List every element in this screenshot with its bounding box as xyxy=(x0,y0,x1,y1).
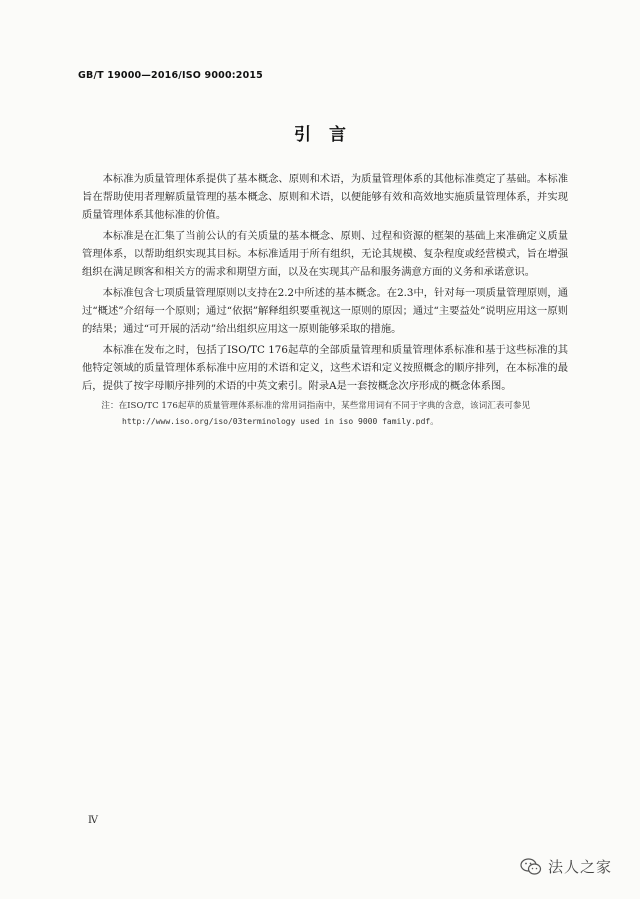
footnote-text: 注：在ISO/TC 176起草的质量管理体系标准的常用词指南中，某些常用词有不同于字典的含意，该词汇表可参见 xyxy=(101,401,531,411)
footnote-url: http://www.iso.org/iso/03terminology used in iso 9000 family.pdf。 xyxy=(122,417,439,426)
watermark xyxy=(520,856,612,877)
paragraph: 本标准包含七项质量管理原则以支持在2.2中所述的基本概念。在2.3中，针对每一项质量管理原则，通过“概述”介绍每一个原则；通过“依据”解释组织要重视这一原则的原因；通过“主要益处”说明应用这一原则的结果；通过“可开展的活动”给出组织应用这一原则能够采取的措施。 xyxy=(82,287,568,335)
standard-code: GB/T 19000—2016/ISO 9000:2015 xyxy=(78,70,263,81)
paragraph: 本标准在发布之时，包括了ISO/TC 176起草的全部质量管理和质量管理体系标准和基于这些标准的其他特定领域的质量管理体系标准中应用的术语和定义，这些术语和定义按照概念的顺序排列，在本标准的最后，提供了按字母顺序排列的术语的中英文索引。附录A是一套按概念次序形成的概念体系图。 xyxy=(82,344,568,392)
document-body xyxy=(82,170,568,430)
paragraph: 本标准是在汇集了当前公认的有关质量的基本概念、原则、过程和资源的框架的基础上来准确定义质量管理体系，以帮助组织实现其目标。本标准适用于所有组织，无论其规模、复杂程度或经营模式，旨在增强组织在满足顾客和相关方的需求和期望方面，以及在实现其产品和服务满意方面的义务和承诺意识。 xyxy=(82,230,568,278)
page-title: 引言 xyxy=(294,125,364,145)
page-number: Ⅳ xyxy=(88,815,98,826)
footnote xyxy=(82,399,568,430)
paragraph: 本标准为质量管理体系提供了基本概念、原则和术语，为质量管理体系的其他标准奠定了基础。本标准旨在帮助使用者理解质量管理的基本概念、原则和术语，以便能够有效和高效地实施质量管理体系，并实现质量管理体系其他标准的价值。 xyxy=(82,173,568,221)
watermark-text: 法人之家 xyxy=(547,858,612,876)
wechat-icon xyxy=(520,858,542,876)
